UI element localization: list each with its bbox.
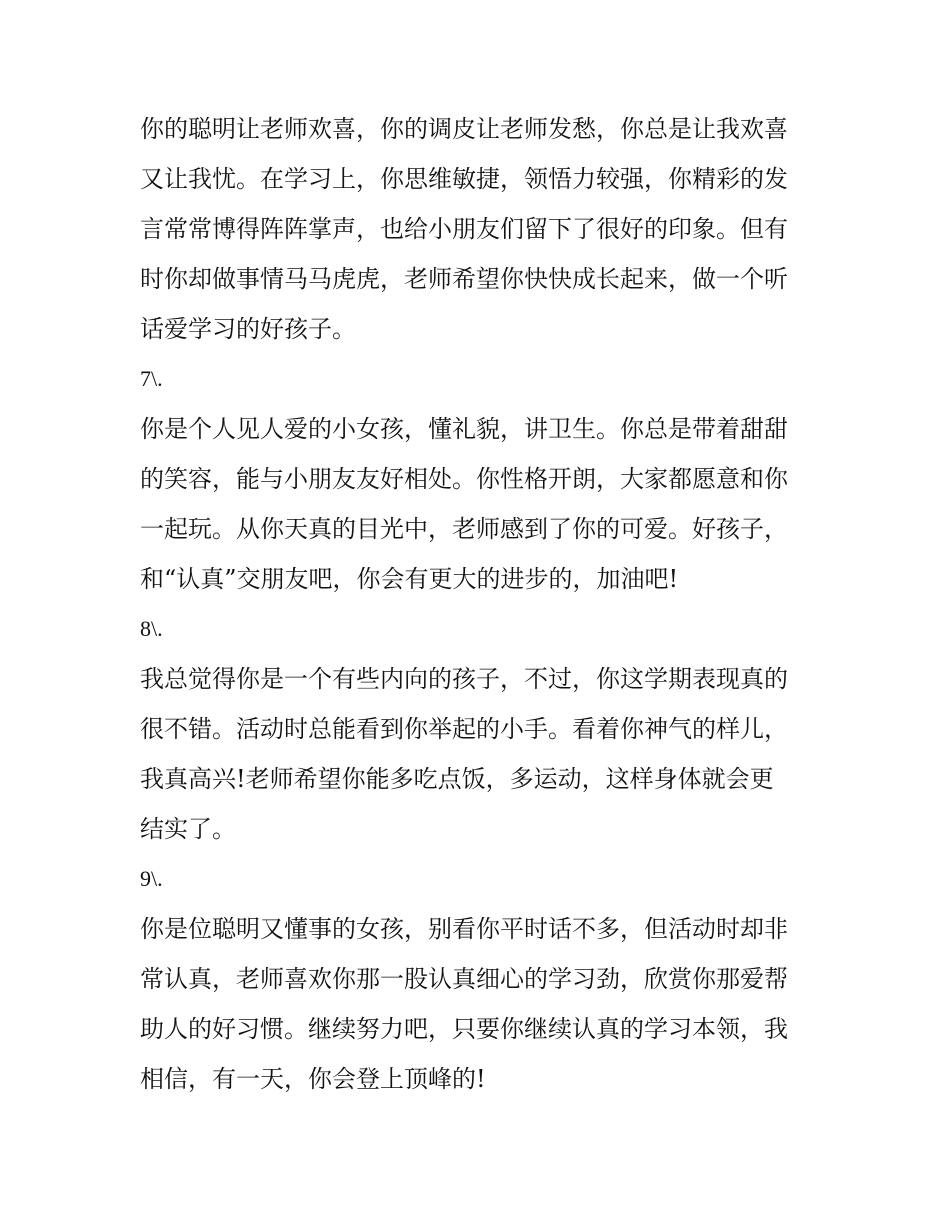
text-line: 和“认真”交朋友吧，你会有更大的进步的，加油吧! [140, 565, 679, 593]
text-line: 我总觉得你是一个有些内向的孩子，不过，你这学期表现真的 [140, 665, 788, 693]
item-number: 7\. [140, 366, 163, 391]
item-number: 9\. [140, 866, 163, 891]
text-line: 结实了。 [140, 815, 236, 843]
text-line: 常认真，老师喜欢你那一股认真细心的学习劲，欣赏你那爱帮 [140, 965, 788, 993]
item-number: 8\. [140, 616, 163, 641]
text-line: 助人的好习惯。继续努力吧，只要你继续认真的学习本领，我 [140, 1015, 788, 1043]
text-line: 又让我忧。在学习上，你思维敏捷，领悟力较强，你精彩的发 [140, 165, 788, 193]
text-line: 的笑容，能与小朋友友好相处。你性格开朗，大家都愿意和你 [140, 465, 788, 493]
text-line: 相信，有一天，你会登上顶峰的! [140, 1065, 486, 1093]
text-line: 言常常博得阵阵掌声，也给小朋友们留下了很好的印象。但有 [140, 215, 788, 243]
text-line: 很不错。活动时总能看到你举起的小手。看着你神气的样儿， [140, 715, 788, 743]
text-line: 一起玩。从你天真的目光中，老师感到了你的可爱。好孩子， [140, 515, 788, 543]
text-line: 你是个人见人爱的小女孩，懂礼貌，讲卫生。你总是带着甜甜 [140, 415, 788, 443]
document-body [140, 104, 820, 1104]
text-line: 我真高兴!老师希望你能多吃点饭，多运动，这样身体就会更 [140, 765, 774, 793]
text-line: 你是位聪明又懂事的女孩，别看你平时话不多，但活动时却非 [140, 915, 788, 943]
text-line: 时你却做事情马马虎虎，老师希望你快快成长起来，做一个听 [140, 265, 788, 293]
text-line: 话爱学习的好孩子。 [140, 315, 356, 343]
text-line: 你的聪明让老师欢喜，你的调皮让老师发愁，你总是让我欢喜 [140, 115, 788, 143]
